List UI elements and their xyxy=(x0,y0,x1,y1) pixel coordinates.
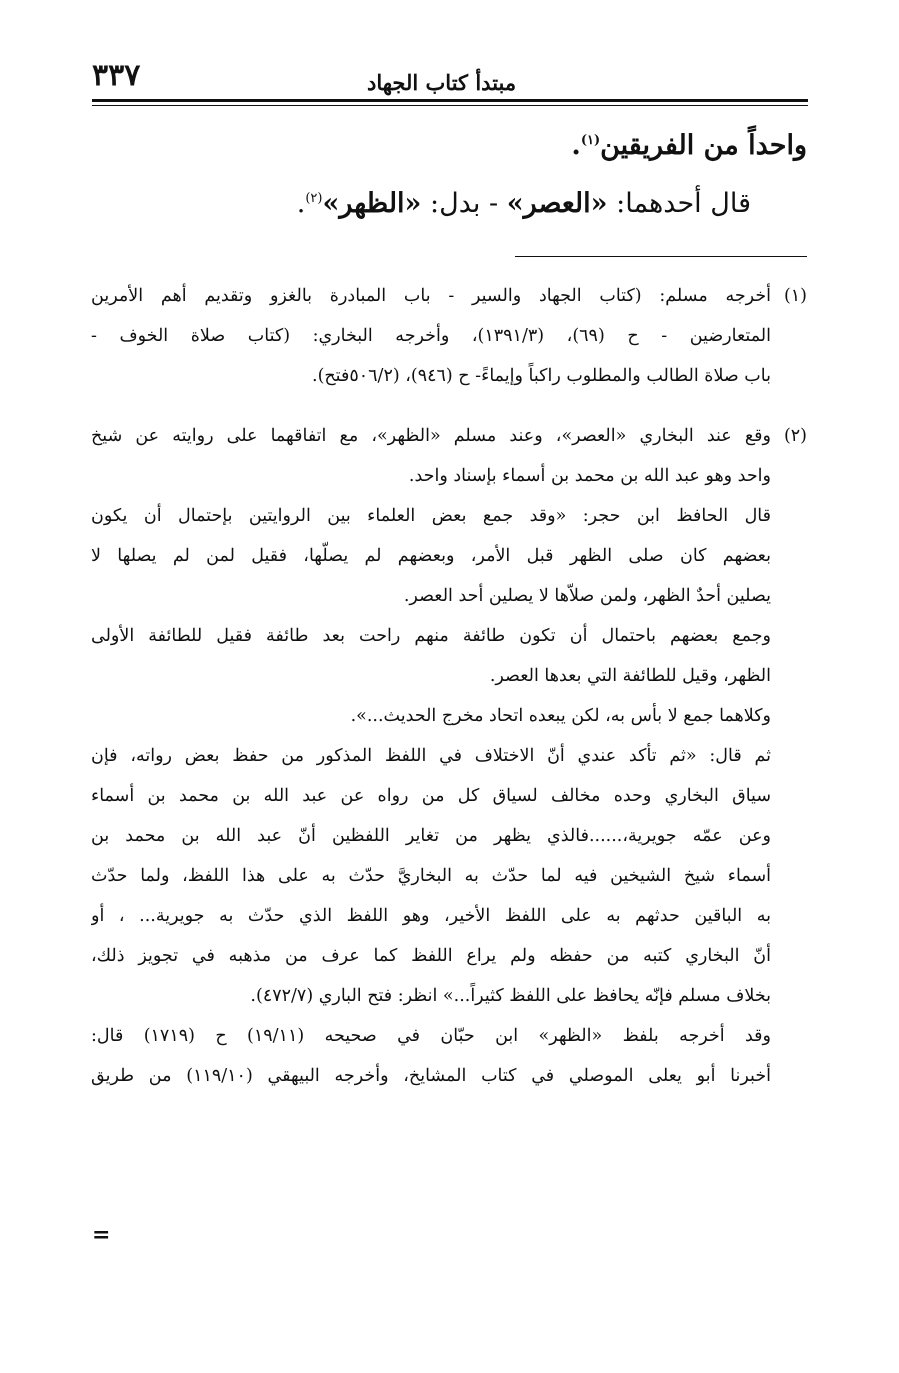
footnote-line: يصلين أحدٌ الظهر، ولمن صلاّها لا يصلين أحد العصر. xyxy=(403,586,771,606)
running-header xyxy=(92,58,808,98)
footnote-marker: (٢) xyxy=(783,426,807,446)
main-text-end: . xyxy=(571,130,581,161)
running-title: مبتدأ كتاب الجهاد xyxy=(367,70,517,95)
footnote-line: ثم قال: «ثم تأكد عندي أنّ الاختلاف في اللفظ المذكور من حفظ بعض رواته، فإن xyxy=(91,746,771,766)
footnote-line: أنّ البخاري كتبه من حفظه ولم يراع اللفظ كما عرف من مذهبه في تجويز ذلك، xyxy=(91,946,771,966)
footnote-line: المتعارضين - ح (٦٩)، (١٣٩١/٣)، وأخرجه البخاري: (كتاب صلاة الخوف - xyxy=(91,326,772,346)
footnote-line: وكلاهما جمع لا بأس به، لكن يبعده اتحاد مخرج الحديث...». xyxy=(350,706,771,726)
footnote-ref-1: (١) xyxy=(580,133,601,148)
footnote-line: (٢)وقع عند البخاري «العصر»، وعند مسلم «الظهر»، مع اتفاقهما على روايته عن شيخ xyxy=(91,416,807,456)
footnote-marker: (١) xyxy=(783,286,807,306)
footnote-line: سياق البخاري وحده مخالف لسياق كل من رواه عن عبد الله بن محمد بن أسماء xyxy=(91,786,771,806)
footnote-line: به الباقين حدثهم به على اللفظ الأخير، وهو اللفظ الذي حدّث به جويرية... ، أو xyxy=(91,906,771,926)
footnote-line: واحد وهو عبد الله بن محمد بن أسماء بإسناد واحد. xyxy=(408,466,771,486)
main-text: واحداً من الفريقين xyxy=(600,130,807,161)
footnote-line: وقد أخرجه بلفظ «الظهر» ابن حبّان في صحيحه (١٩/١١) ح (١٧١٩) قال: xyxy=(91,1026,772,1046)
footnote-line: (١)أخرجه مسلم: (كتاب الجهاد والسير - باب المبادرة بالغزو وتقديم أهم الأمرين xyxy=(91,276,807,316)
footnote-line: بخلاف مسلم فإنّه يحافظ على اللفظ كثيراً...» انظر: فتح الباري (٤٧٢/٧). xyxy=(250,986,771,1006)
main-text-end: . xyxy=(296,188,306,219)
main-text: قال أحدهما: xyxy=(607,188,751,219)
footnote-line: الظهر، وقيل للطائفة التي بعدها العصر. xyxy=(489,666,771,686)
footnote-line: أخبرنا أبو يعلى الموصلي في كتاب المشايخ، وأخرجه البيهقي (١١٩/١٠) من طريق xyxy=(91,1066,771,1086)
main-text-line-1 xyxy=(571,130,807,161)
main-text-line-2 xyxy=(297,188,751,219)
footnote-1 xyxy=(91,276,807,396)
quoted-word-dhuhr: «الظهر» xyxy=(322,188,422,219)
main-text: - بدل: xyxy=(421,188,507,219)
quoted-word-asr: «العصر» xyxy=(506,188,608,219)
page-number: ٣٣٧ xyxy=(92,58,141,93)
footnote-line: وجمع بعضهم باحتمال أن تكون طائفة منهم راحت بعد طائفة فقيل للطائفة الأولى xyxy=(91,626,771,646)
footnote-line: قال الحافظ ابن حجر: «وقد جمع بعض العلماء بين الروايتين بإحتمال أن يكون xyxy=(91,506,771,526)
continuation-mark: = xyxy=(92,1222,111,1248)
footnote-line: وعن عمّه جويرية،......فالذي يظهر من تغاير اللفظين أنّ عبد الله بن محمد بن xyxy=(91,826,771,846)
footnote-line: أسماء شيخ الشيخين فيه لما حدّث به البخاريَّ حدّث به على هذا اللفظ، ولما حدّث xyxy=(91,866,771,886)
header-rule-thin xyxy=(92,105,808,106)
footnote-line: بعضهم كان صلى الظهر قبل الأمر، وبعضهم لم يصلّها، فقيل لمن لم يصلها لا xyxy=(91,546,771,566)
footnote-separator xyxy=(515,256,807,257)
footnote-2 xyxy=(91,416,807,1096)
header-rule xyxy=(92,99,808,102)
footnote-line: باب صلاة الطالب والمطلوب راكباً وإيماءً- ح (٩٤٦)، (٥٠٦/٢فتح). xyxy=(312,366,771,386)
footnote-ref-2: (٢) xyxy=(305,191,323,206)
